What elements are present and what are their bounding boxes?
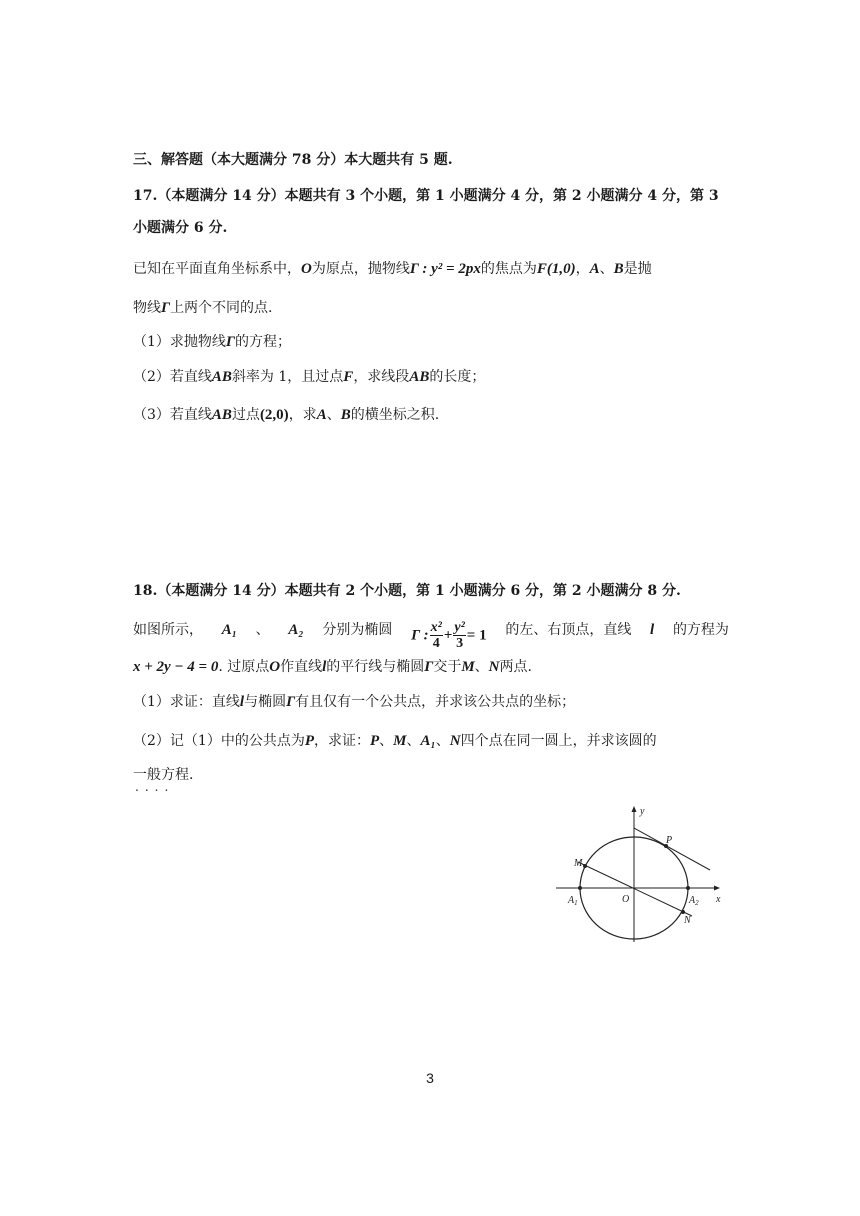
line-l-equation: x + 2y − 4 = 0 [133, 659, 219, 675]
q17-part1: （1）求抛物线Γ的方程； [133, 334, 291, 350]
q17-stem-line2: 物线Γ上两个不同的点. [133, 300, 273, 316]
label-o: O [622, 894, 630, 905]
point-a1 [578, 886, 582, 890]
q17-intro-line1: 17.（本题满分 14 分）本题共有 3 个小题，第 1 小题满分 4 分，第 2 小题满分 4 分，第 3 [133, 188, 719, 204]
q17-stem-line1: 已知在平面直角坐标系中，O为原点，抛物线Γ : y² = 2px的焦点为F(1,0)，A、B是抛 [133, 261, 652, 277]
y-axis-arrow-icon [632, 806, 637, 812]
x-axis-arrow-icon [714, 886, 720, 891]
parabola-equation: Γ : y² = 2px [409, 261, 481, 277]
emphasis-dots: .... [135, 780, 175, 794]
label-m: M [574, 858, 583, 869]
label-a1: $A_1$ [568, 895, 578, 907]
point-n [681, 910, 685, 914]
q18-part2: （2）记（1）中的公共点为P，求证：P、M、A₁、N四个点在同一圆上，并求该圆的 [133, 733, 657, 749]
q18-stem-line2: x + 2y − 4 = 0. 过原点O作直线l的平行线与椭圆Γ交于M、N两点. [133, 659, 532, 675]
ellipse-equation: Γ : $\frac{\text{x²}}{4}$ + $\frac{\text{y²}}{3}$ = 1 [411, 620, 487, 651]
page-number: 3 [426, 1070, 434, 1086]
label-a2: $A_2$ [689, 895, 699, 907]
q17-part3: （3）若直线AB过点(2,0)，求A、B的横坐标之积. [133, 407, 440, 423]
focus-point: F(1,0) [536, 261, 576, 277]
point-a2 [686, 886, 690, 890]
q18-stem-line1: 如图所示， A₁ 、 A₂ 分别为椭圆 Γ : $\frac{\text{x²}}{4}$ + $\frac{\text{y²}}{3}$ = 1 的左、右顶点，直线 l 的方程为 [133, 620, 729, 651]
ellipse-figure [550, 800, 730, 950]
q17-intro-line2: 小题满分 6 分. [133, 220, 228, 236]
label-n: N [684, 915, 691, 926]
q17-part2: （2）若直线AB斜率为 1，且过点F，求线段AB的长度； [133, 369, 486, 385]
chord-mn [578, 862, 692, 916]
q18-part1: （1）求证：直线l与椭圆Γ有且仅有一个公共点，并求该公共点的坐标； [133, 694, 576, 710]
label-p: P [666, 835, 673, 846]
q18-intro: 18.（本题满分 14 分）本题共有 2 个小题，第 1 小题满分 6 分，第 2 小题满分 8 分. [133, 583, 681, 599]
label-x: x [716, 894, 721, 905]
section-heading: 三、解答题（本大题满分 78 分）本大题共有 5 题. [133, 152, 453, 168]
point-m [583, 864, 587, 868]
label-y: y [640, 806, 645, 817]
q18-part2-line2: 一般方程. [133, 767, 194, 783]
